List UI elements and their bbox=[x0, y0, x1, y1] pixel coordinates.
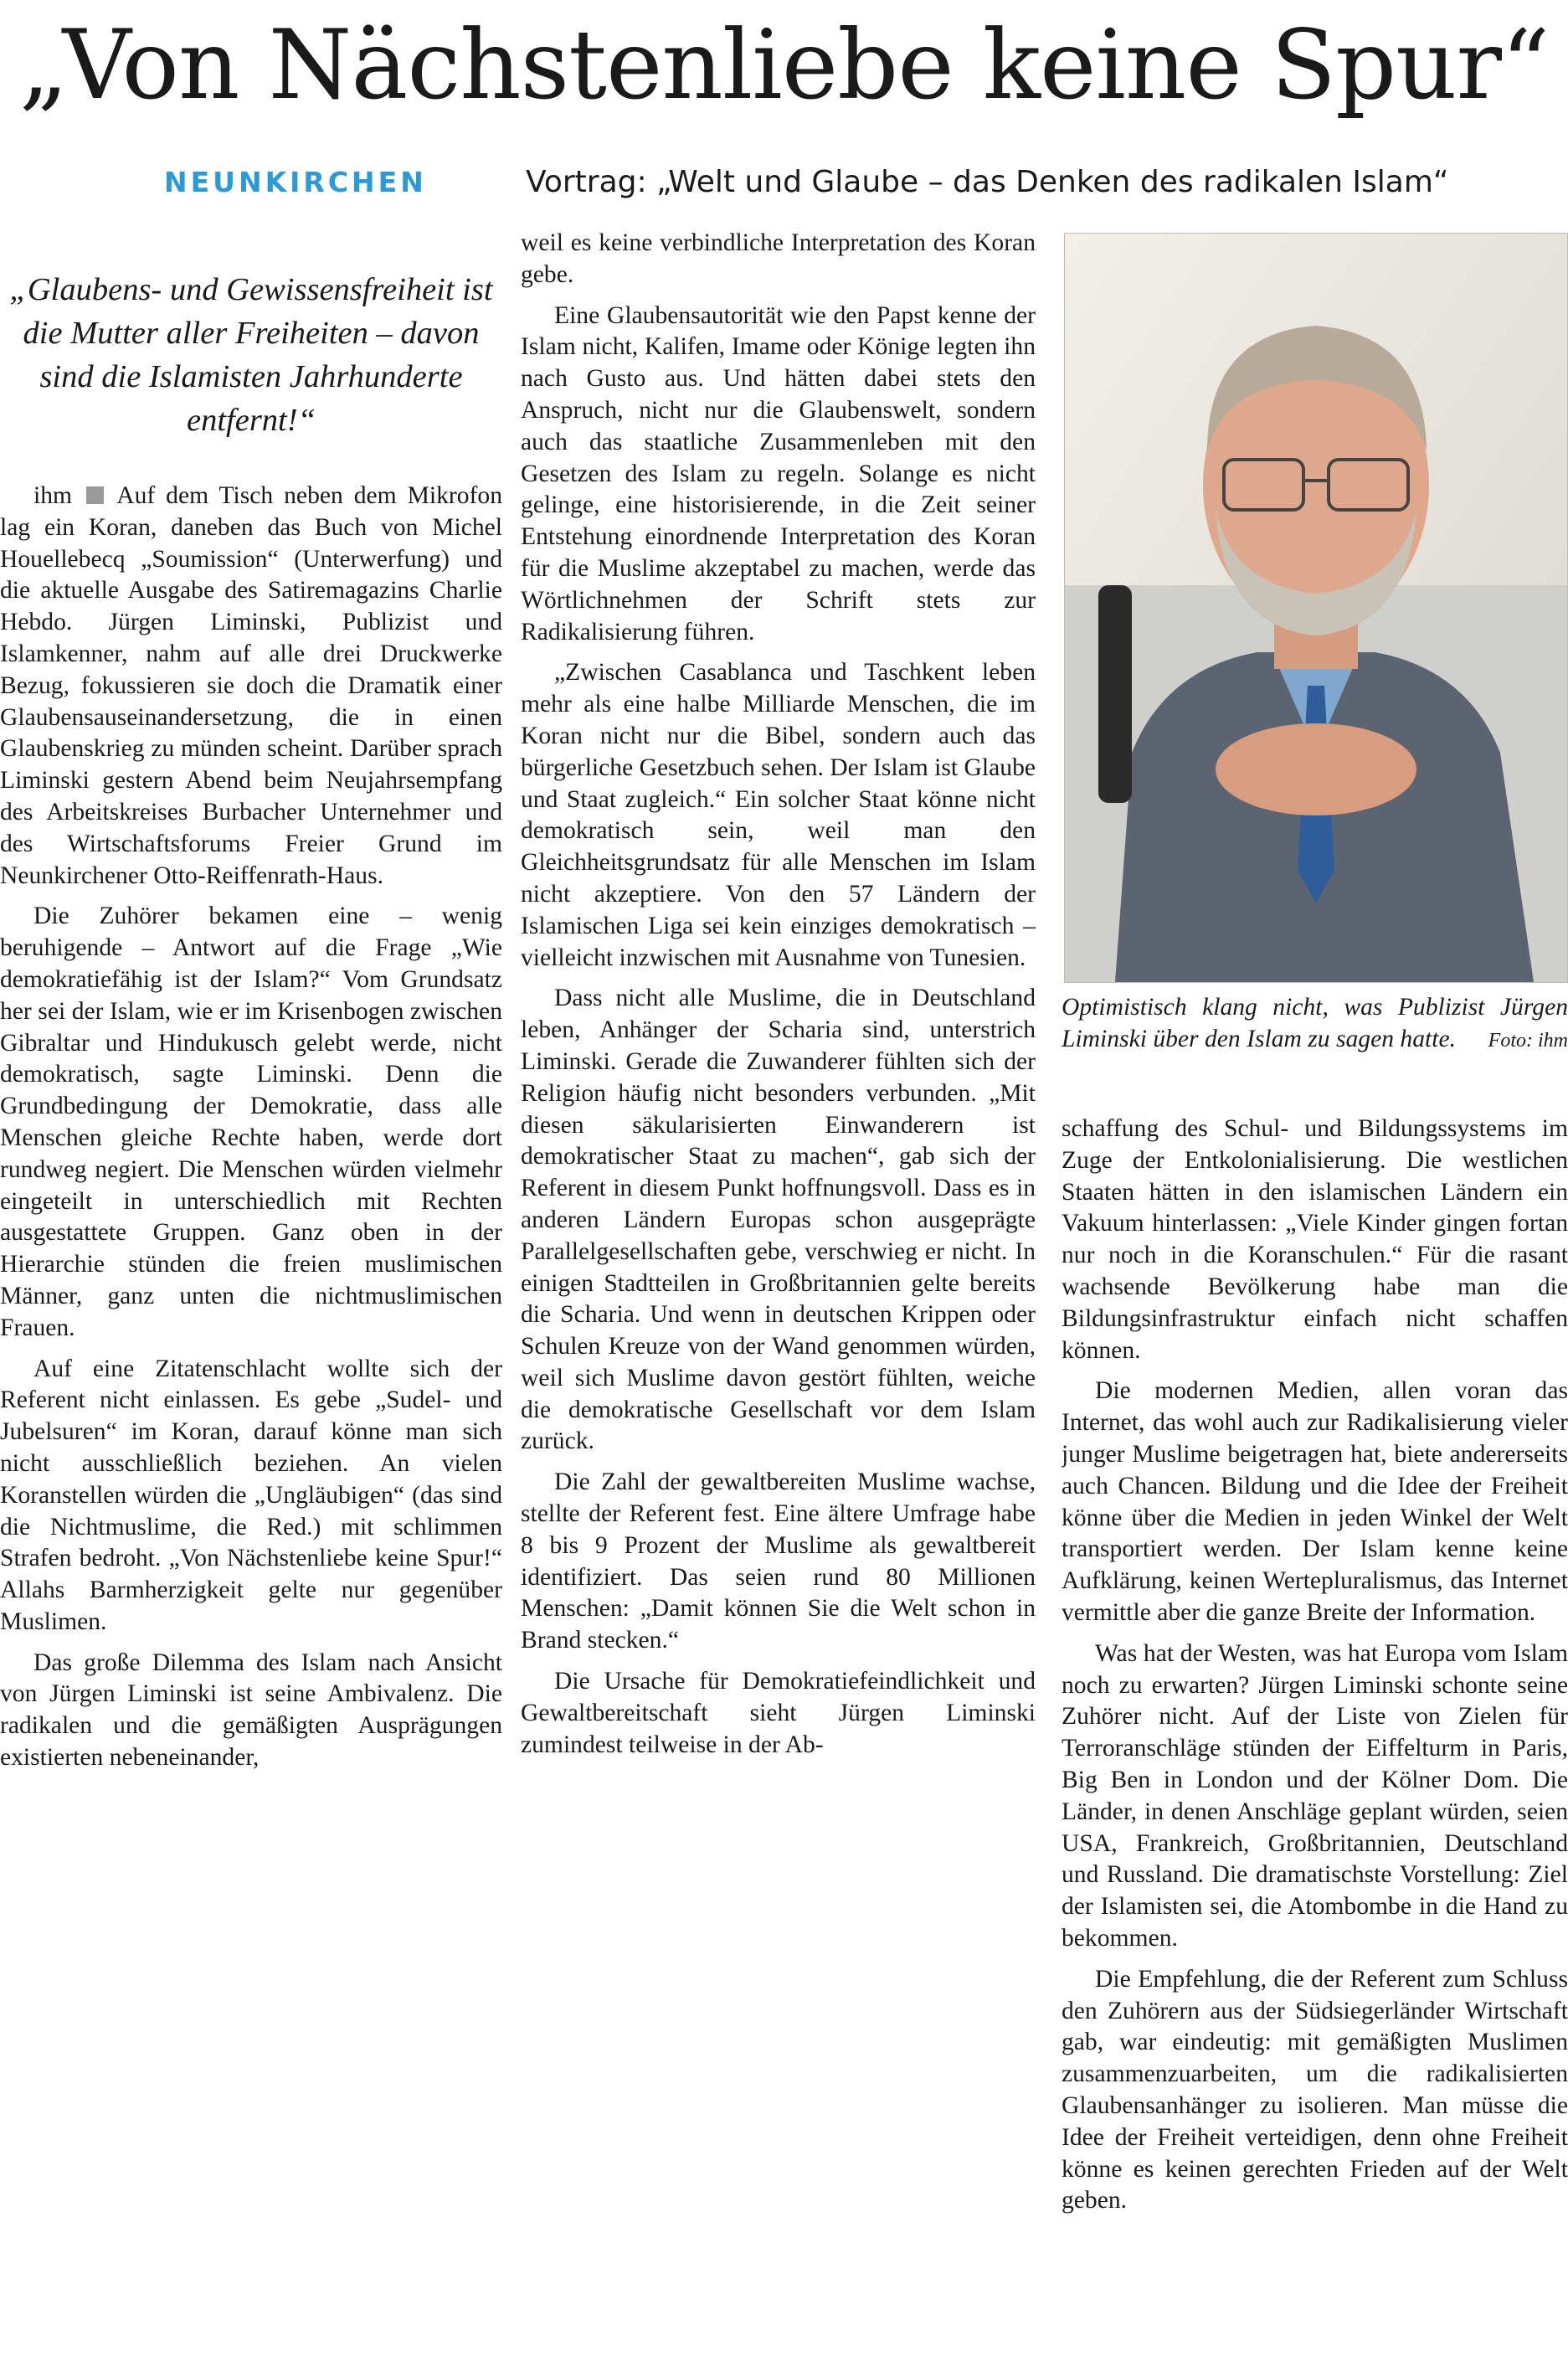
paragraph: weil es keine verbindliche Interpretation des Koran gebe. bbox=[521, 229, 1036, 288]
paragraph: Eine Glaubensautorität wie den Papst kenne der Islam nicht, Kalifen, Imame oder Könige legten ihn nach Gusto aus. Und hätten dabei stets den Anspruch, nicht nur die Glaubenswelt, sondern auch das staatliche Zusammenleben mit den Gesetzen des Islam zu regeln. Solange es nicht gelinge, eine historisierende, in die Zeit seiner Entstehung einordnende Interpretation des Koran für die Muslime akzeptabel zu machen, werde das Wörtlichnehmen der Schrift stets zur Radikalisierung führen. bbox=[521, 301, 1036, 646]
paragraph: Was hat der Westen, was hat Europa vom Islam noch zu erwarten? Jürgen Liminski schonte seine Zuhörer nicht. Auf der Liste von Zielen für Terroranschläge stünden der Eiffelturm in Paris, Big Ben in London und der Kölner Dom. Die Länder, in denen Anschläge geplant würden, seien USA, Frankreich, Großbritannien, Deutschland und Russland. Die dramatischste Vorstellung: Ziel der Islamisten sei, die Atombombe in die Hand zu bekommen. bbox=[1062, 1639, 1568, 1952]
paragraph: schaffung des Schul- und Bildungssystems im Zuge der Entkolonialisierung. Die westlichen Staaten hätten in den islamischen Ländern ein Vakuum hinterlassen: „Viele Kinder gingen fortan nur noch in die Koranschulen.“ Für die rasant wachsende Bevölkerung habe man die Bildungsinfrastruktur einfach nicht schaffen können. bbox=[1062, 1115, 1568, 1364]
subtitle: Vortrag: „Welt und Glaube – das Denken des radikalen Islam“ bbox=[526, 165, 1449, 199]
paragraph: Die Zahl der gewaltbereiten Muslime wachse, stellte der Referent fest. Eine ältere Umfrage habe 8 bis 9 Prozent der Muslime als gewaltbereit identifiziert. Das seien rund 80 Millionen Menschen: „Damit können Sie die Welt schon in Brand stecken.“ bbox=[521, 1469, 1036, 1654]
paragraph: Das große Dilemma des Islam nach Ansicht von Jürgen Liminski ist seine Ambivalenz. Die radikalen und die gemäßigten Ausprägungen existierten nebeneinander, bbox=[0, 1649, 502, 1772]
paragraph bbox=[0, 481, 502, 892]
paragraph-text: Auf dem Tisch neben dem Mikrofon lag ein Koran, daneben das Buch von Michel Houellebecq „Soumission“ (Unterwerfung) und die aktuelle Ausgabe des Satiremagazins Charlie Hebdo. Jürgen Liminski, Publizist und Islamkenner, nahm auf alle drei Druckwerke Bezug, fokussieren sie doch die Dramatik einer Glaubensauseinandersetzung, die in einen Glaubenskrieg zu münden scheint. Darüber sprach Liminski gestern Abend beim Neujahrsempfang des Arbeitskreises Burbacher Unternehmer und des Wirtschaftsforums Freier Grund im Neunkirchener Otto-Reiffenrath-Haus. bbox=[0, 482, 502, 889]
caption-text: Optimistisch klang nicht, was Publizist Jürgen Liminski über den Islam zu sagen hatte. bbox=[1062, 994, 1568, 1052]
pull-quote: „Glaubens- und Gewissensfreiheit ist die Mutter aller Freiheiten – davon sind die Islamisten Jahrhunderte entfernt!“ bbox=[9, 272, 493, 438]
paragraph: Dass nicht alle Muslime, die in Deutschland leben, Anhänger der Scharia sind, unterstrich Liminski. Gerade die Zuwanderer fühlten sich der Religion häufig nicht besonders verbunden. „Mit diesen säkularisierten Einwanderern ist demokratischer Staat zu machen“, gab sich der Referent in diesem Punkt hoffnungsvoll. Dass es in anderen Ländern Europas schon ausgeprägte Parallelgesellschaften gebe, verschwieg er nicht. In einigen Stadtteilen in Großbritannien gelte bereits die Scharia. Und wenn in deutschen Krippen oder Schulen Kreuze von der Wand genommen würden, weil sich Muslime davon gestört fühlten, weiche die demokratische Gesellschaft vor dem Islam zurück. bbox=[521, 985, 1036, 1455]
photo-credit: Foto: ihm bbox=[1488, 1029, 1568, 1052]
paragraph: Die Zuhörer bekamen eine – wenig beruhigende – Antwort auf die Frage „Wie demokratiefähig ist der Islam?“ Vom Grundsatz her sei der Islam, wie er im Krisenbogen zwischen Gibraltar und Hindukusch gelebt werde, nicht demokratisch, sagte Liminski. Denn die Grundbedingung der Demokratie, dass alle Menschen gleiche Rechte haben, werde dort rundweg negiert. Die Menschen würden vielmehr eingeteilt in unterschiedlich mit Rechten ausgestattete Gruppen. Ganz oben in der Hierarchie stünden die freien muslimischen Männer, ganz unten die nichtmuslimischen Frauen. bbox=[0, 903, 502, 1341]
article-column-1 bbox=[0, 251, 502, 2361]
paragraph: Die Empfehlung, die der Referent zum Schluss den Zuhörern aus der Südsiegerländer Wirtschaft gab, war eindeutig: mit gemäßigten Muslimen zusammenzuarbeiten, um die radikalisierten Glaubensanhänger zu isolieren. Man müsse die Idee der Freiheit verteidigen, denn ohne Freiheit könne es keinen gerechten Frieden auf der Welt geben. bbox=[1062, 1965, 1568, 2214]
location-label: NEUNKIRCHEN bbox=[164, 166, 427, 198]
speaker-photo bbox=[1064, 233, 1568, 983]
paragraph: Die modernen Medien, allen voran das Internet, das wohl auch zur Radikalisierung vieler junger Muslime beigetragen hat, biete andererseits auch Chancen. Bildung und die Idee der Freiheit könne über die Medien in jeden Winkel der Welt transportiert werden. Der Islam kenne keine Aufklärung, keinen Wertepluralismus, das Internet vermittle aber die ganze Breite der Information. bbox=[1062, 1377, 1568, 1626]
speaker-portrait-image bbox=[1065, 234, 1567, 982]
article-column-2 bbox=[521, 228, 1036, 1961]
photo-caption bbox=[1062, 992, 1568, 1057]
author-byline: ihm bbox=[33, 482, 73, 509]
square-marker-icon bbox=[86, 486, 104, 504]
kicker-row bbox=[0, 159, 1568, 206]
paragraph: Die Ursache für Demokratiefeindlichkeit und Gewaltbereitschaft sieht Jürgen Liminski zumindest teilweise in der Ab- bbox=[521, 1668, 1036, 1758]
paragraph: „Zwischen Casablanca und Taschkent leben mehr als eine halbe Milliarde Menschen, die im Koran nicht nur die Bibel, sondern auch das bürgerliche Gesetzbuch sehen. Der Islam ist Glaube und Staat zugleich.“ Ein solcher Staat könne nicht demokratisch sein, weil man den Gleichheitsgrundsatz für alle Menschen im Islam nicht akzeptiere. Von den 57 Ländern der Islamischen Liga sei kein einziges demokratisch – vielleicht inzwischen mit Ausnahme von Tunesien. bbox=[521, 659, 1036, 971]
article-column-3 bbox=[1062, 1114, 1568, 2360]
headline: „Von Nächstenliebe keine Spur“ bbox=[18, 9, 1550, 121]
paragraph: Auf eine Zitatenschlacht wollte sich der Referent nicht einlassen. Es gebe „Sudel- und Jubelsuren“ im Koran, darauf könne man sich nicht ausschließlich beziehen. An vielen Koranstellen würden die „Ungläubigen“ (das sind die Nichtmuslime, die Red.) mit schlimmen Strafen bedroht. „Von Nächstenliebe keine Spur!“ Allahs Barmherzigkeit gelte nur gegenüber Muslimen. bbox=[0, 1355, 502, 1635]
